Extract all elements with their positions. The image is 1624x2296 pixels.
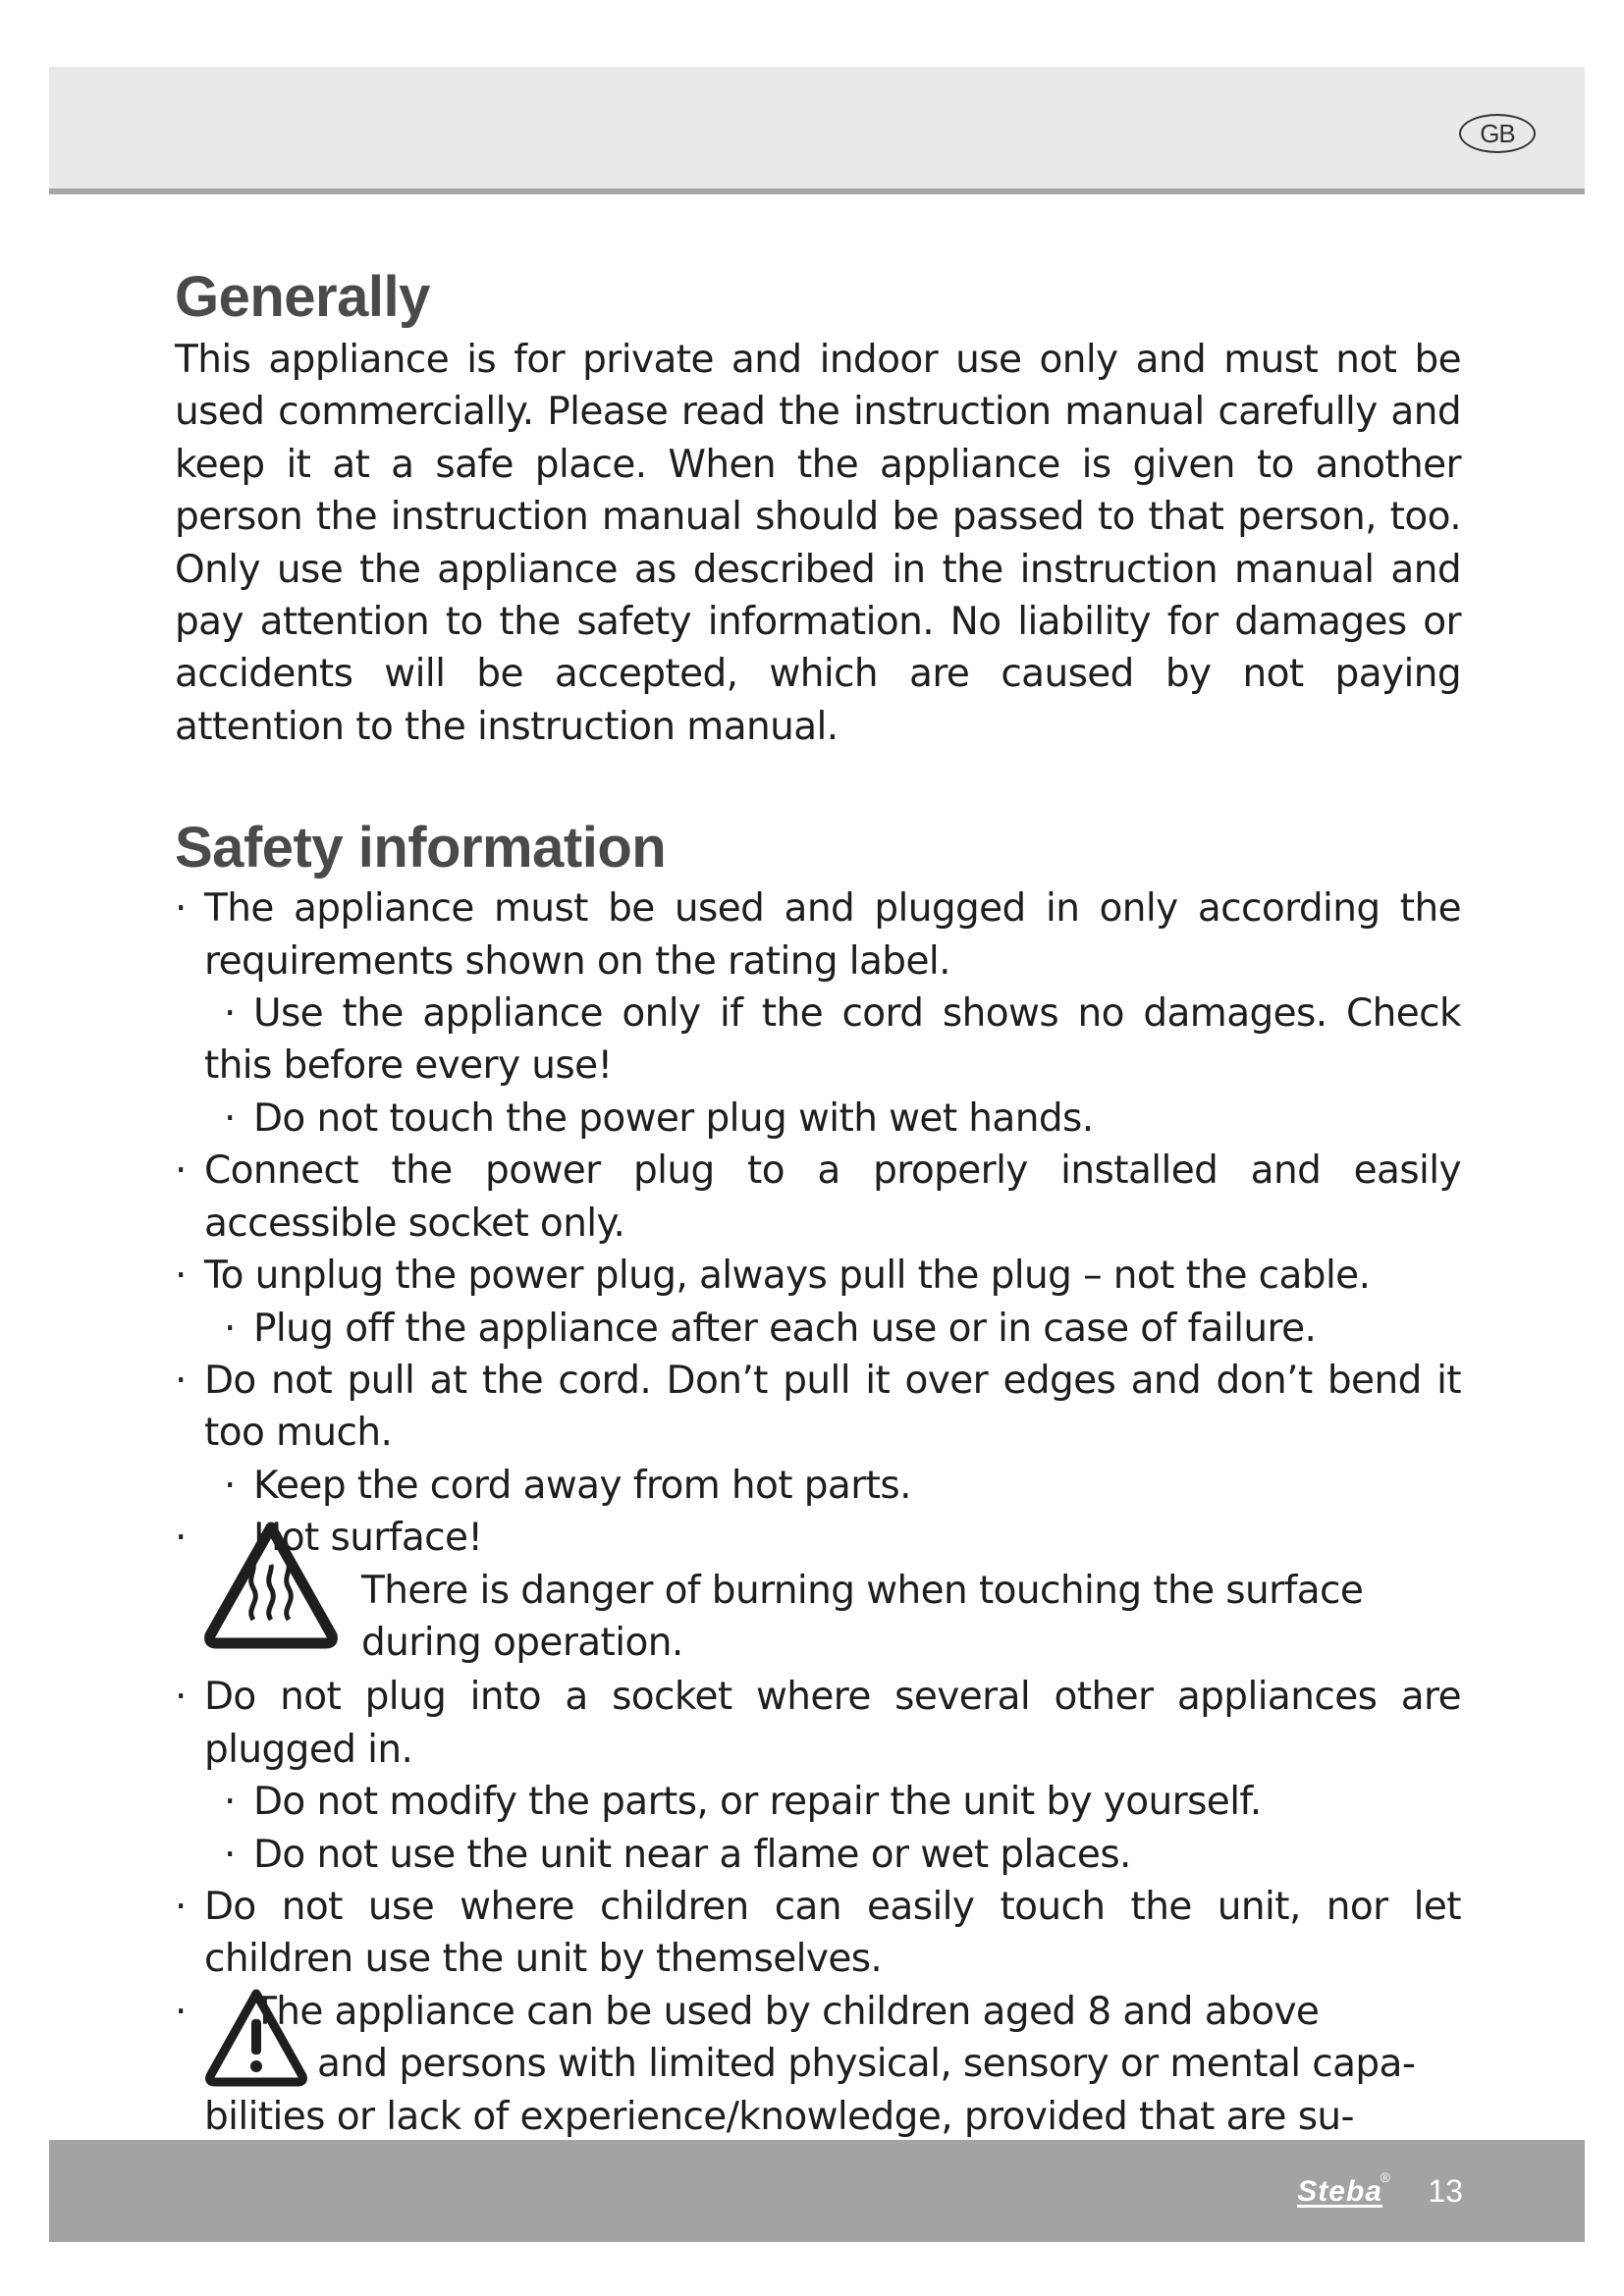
page-number: 13 xyxy=(1428,2173,1463,2209)
safety-item: · Do not use the unit near a flame or wet places. xyxy=(175,1829,1461,1881)
safety-item: · Do not pull at the cord. Don’t pull it over edges and don’t bend it too much. xyxy=(175,1355,1461,1460)
safety-item: · Keep the cord away from hot parts. xyxy=(175,1460,1461,1512)
children-warning-line: and persons with limited physical, sensory or mental capa- xyxy=(317,2042,1416,2087)
safety-item: · Do not plug into a socket where several other appliances are plugged in. xyxy=(175,1671,1461,1776)
hot-surface-text: There is danger of burning when touching the surface during operation. xyxy=(361,1568,1364,1665)
header-band xyxy=(49,67,1585,194)
children-warning-line: bilities or lack of experience/knowledge, provided that are su- xyxy=(204,2094,1355,2139)
safety-item: · Connect the power plug to a properly installed and easily accessible socket only. xyxy=(175,1145,1461,1250)
safety-item: · To unplug the power plug, always pull the plug – not the cable. xyxy=(175,1250,1461,1302)
section-heading-generally: Generally xyxy=(175,265,430,329)
safety-item: · Do not modify the parts, or repair the unit by yourself. xyxy=(175,1776,1461,1828)
language-badge: GB xyxy=(1459,114,1536,153)
page-content xyxy=(175,265,1461,2143)
generally-paragraph: This appliance is for private and indoor use only and must not be used commercially. Please read the instruction manual carefully and keep it at a safe place. When the appliance is given to another person the instruction manual should be passed to that person, too. Only use the appliance as described in the instruction manual and pay attention to the safety information. No liability for damages or accidents will be accepted, which are caused by not paying attention to the instruction manual. xyxy=(175,338,1461,749)
safety-list xyxy=(175,882,1461,1512)
hot-surface-title: · Hot surface! xyxy=(204,1512,1461,1564)
safety-item: · Use the appliance only if the cord shows no damages. Check this before every use! xyxy=(175,988,1461,1093)
safety-item: · The appliance must be used and plugged in only according the requirements shown on the rating label. xyxy=(175,882,1461,988)
safety-item: · Do not touch the power plug with wet hands. xyxy=(175,1093,1461,1145)
hot-surface-warning xyxy=(175,1512,1461,1669)
section-heading-safety: Safety information xyxy=(175,816,667,881)
brand-logo: Steba xyxy=(1297,2175,1382,2208)
safety-list-continued xyxy=(175,1671,1461,1985)
footer-band xyxy=(49,2140,1585,2242)
children-warning-line: · The appliance can be used by children aged 8 and above xyxy=(175,1986,1461,2038)
children-warning xyxy=(175,1986,1461,2143)
safety-item: · Do not use where children can easily touch the unit, nor let children use the unit by themselves. xyxy=(175,1881,1461,1986)
safety-item: · Plug off the appliance after each use or in case of failure. xyxy=(175,1303,1461,1355)
registered-mark: ® xyxy=(1380,2169,1390,2185)
